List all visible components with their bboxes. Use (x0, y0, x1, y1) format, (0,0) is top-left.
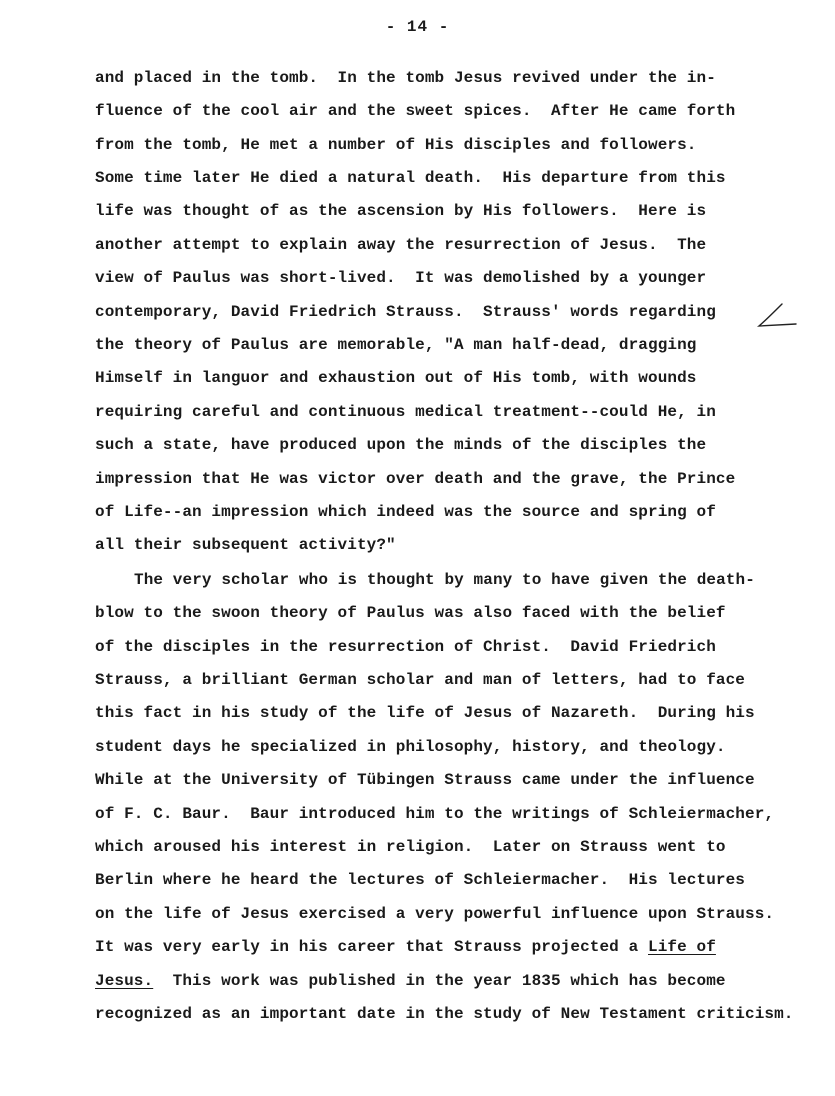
text-line: from the tomb, He met a number of His disciples and followers. (95, 136, 697, 154)
text-line: blow to the swoon theory of Paulus was also faced with the belief (95, 604, 726, 622)
text-segment: It was very early in his career that Strauss projected a (95, 938, 648, 956)
text-line: the theory of Paulus are memorable, "A man half-dead, dragging (95, 336, 697, 354)
text-line (95, 937, 716, 957)
text-line (95, 971, 726, 991)
book-title-underlined: Life of (648, 938, 716, 956)
text-line: Strauss, a brilliant German scholar and man of letters, had to face (95, 671, 746, 689)
text-line: Some time later He died a natural death. His departure from this (95, 169, 726, 187)
text-line: of Life--an impression which indeed was the source and spring of (95, 503, 716, 521)
text-line: fluence of the cool air and the sweet spices. After He came forth (95, 102, 736, 120)
text-line: this fact in his study of the life of Jesus of Nazareth. During his (95, 704, 755, 722)
text-segment: This work was published in the year 1835 which has become (153, 972, 726, 990)
text-line: of F. C. Baur. Baur introduced him to the writings of Schleiermacher, (95, 805, 775, 823)
text-line: such a state, have produced upon the minds of the disciples the (95, 436, 707, 454)
text-line: The very scholar who is thought by many to have given the death- (134, 571, 755, 589)
text-line: student days he specialized in philosophy, history, and theology. (95, 738, 726, 756)
text-line: requiring careful and continuous medical treatment--could He, in (95, 403, 716, 421)
text-line: all their subsequent activity?" (95, 536, 396, 554)
book-title-underlined: Jesus. (95, 972, 154, 990)
text-line: Berlin where he heard the lectures of Schleiermacher. His lectures (95, 871, 746, 889)
text-line: on the life of Jesus exercised a very powerful influence upon Strauss. (95, 905, 775, 923)
page-number: - 14 - (385, 18, 450, 36)
text-line: and placed in the tomb. In the tomb Jesus revived under the in- (95, 69, 716, 87)
text-line: life was thought of as the ascension by His followers. Here is (95, 202, 707, 220)
text-line: While at the University of Tübingen Strauss came under the influence (95, 771, 755, 789)
text-line: which aroused his interest in religion. Later on Strauss went to (95, 838, 726, 856)
text-line: impression that He was victor over death and the grave, the Prince (95, 470, 736, 488)
margin-check-mark (756, 302, 798, 330)
text-line: another attempt to explain away the resurrection of Jesus. The (95, 236, 707, 254)
text-line: recognized as an important date in the study of New Testament criticism. (95, 1005, 794, 1023)
text-line: of the disciples in the resurrection of Christ. David Friedrich (95, 638, 716, 656)
text-line: view of Paulus was short-lived. It was demolished by a younger (95, 269, 707, 287)
text-line: contemporary, David Friedrich Strauss. Strauss' words regarding (95, 303, 716, 321)
text-line: Himself in languor and exhaustion out of His tomb, with wounds (95, 369, 697, 387)
